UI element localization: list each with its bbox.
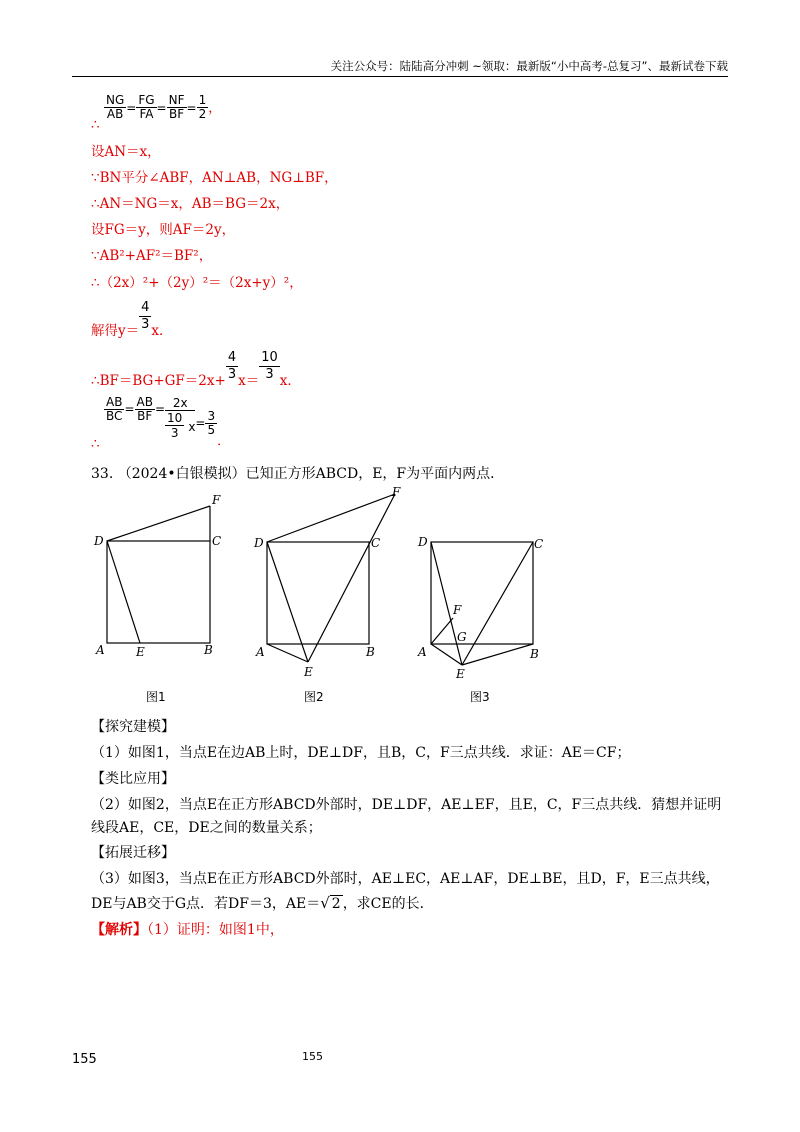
question-3-line-2: DE与AB交于G点．若DF＝3，AE＝√ 2 ，求CE的长．	[91, 894, 434, 912]
analysis-tag: 【解析】	[91, 922, 147, 938]
label-b: B	[366, 645, 375, 659]
label-c: C	[371, 536, 381, 550]
square-abcd	[267, 542, 369, 644]
fraction: $\frac{4}{3}$	[141, 300, 150, 332]
segment-df	[107, 506, 210, 541]
page-number-center: 155	[302, 1050, 323, 1063]
figure-3-caption: 图3	[470, 690, 490, 704]
label-d: D	[94, 534, 104, 548]
segment-df	[267, 494, 395, 542]
label-c: C	[534, 537, 544, 551]
analysis-line: 【解析】（1）证明：如图1中，	[91, 922, 284, 938]
solution-line-4: 设FG＝y，则AF＝2y，	[91, 222, 236, 238]
figure-1-caption: 图1	[146, 690, 166, 704]
figure-1	[92, 494, 242, 666]
solution-line-2: ∵BN平分∠ABF，AN⊥AB，NG⊥BF，	[91, 170, 338, 186]
label-a: A	[256, 645, 265, 659]
section-title-analogy: 【类比应用】	[91, 771, 175, 787]
solution-line-5: ∵AB²+AF²＝BF²，	[91, 248, 213, 264]
ratio-line-1: $\frac{NG}{AB}$ = $\frac{FG}{FA}$ = $\frac{NF}{BF}$ = $\frac{1}{2}$ ，	[106, 93, 222, 121]
segment-af	[431, 618, 453, 644]
segment-de	[107, 541, 140, 643]
section-title-explore: 【探究建模】	[91, 719, 175, 735]
solution-line-3: ∴AN＝NG＝x，AB＝BG＝2x，	[91, 196, 290, 212]
label-a: A	[96, 643, 105, 657]
label-g: G	[457, 630, 467, 644]
question-3-line-1: （3）如图3，当点E在正方形ABCD外部时，AE⊥EC，AE⊥AF，DE⊥BE，且D，F，E三点共线，	[91, 871, 720, 887]
problem-stem: 33. （2024•白银模拟）已知正方形ABCD，E，F为平面内两点．	[91, 466, 505, 482]
therefore-symbol-2: ∴	[91, 436, 100, 452]
solution-line-1: 设AN＝x，	[91, 144, 161, 160]
label-d: D	[418, 535, 428, 549]
figure-2	[250, 484, 410, 680]
label-b: B	[530, 647, 539, 661]
question-2-line-1: （2）如图2，当点E在正方形ABCD外部时，DE⊥DF，AE⊥EF，且E，C，F三点共线．猜想并证明	[91, 797, 722, 813]
label-c: C	[212, 534, 222, 548]
fraction: $\frac{NG}{AB}$	[106, 93, 125, 121]
solution-line-9: $\frac{AB}{BC}$ = $\frac{AB}{BF}$ = 2x $\frac{10}{3}$ $x_=$ $\frac{3}{5}$ $_.$	[106, 395, 231, 449]
page-header: 关注公众号：陆陆高分冲刺 ~领取：最新版“小中高考-总复习”、最新试卷下载	[330, 59, 728, 73]
question-1: （1）如图1，当点E在边AB上时，DE⊥DF，且B，C，F三点共线．求证：AE＝CF；	[91, 745, 631, 761]
label-d: D	[254, 536, 264, 550]
question-2-line-2: 线段AE，CE，DE之间的数量关系；	[91, 820, 322, 836]
section-title-extend: 【拓展迁移】	[91, 845, 175, 861]
label-f: F	[392, 485, 401, 499]
figure-3	[410, 526, 560, 682]
label-b: B	[204, 643, 213, 657]
solution-line-8: $_{\therefore BF=BG+GF=2x+}$ $\frac{4}{3}$ $_{x=}$ $\frac{10}{3}$ $_{x.}$	[91, 350, 301, 389]
fraction: $\frac{4}{3}$	[227, 350, 237, 382]
fraction: $\frac{3}{5}$	[207, 409, 216, 437]
fraction: $\frac{FG}{FA}$	[138, 93, 155, 121]
fraction: $\frac{1}{2}$	[198, 93, 207, 121]
therefore-symbol: ∴	[91, 117, 100, 133]
fraction: $\frac{AB}{BC}$	[106, 395, 123, 423]
label-f: F	[212, 494, 221, 507]
label-e: E	[456, 667, 465, 681]
solution-line-7: $_{解得y=}$ $\frac{4}{3}$ $_{x.}$	[91, 300, 173, 339]
sqrt-symbol: √	[320, 894, 330, 912]
compound-fraction: 2x $\frac{10}{3}$ x	[167, 396, 196, 440]
segment-ae	[267, 644, 308, 662]
label-e: E	[136, 645, 145, 659]
header-divider	[72, 76, 728, 77]
fraction: $\frac{10}{3}$	[261, 350, 278, 382]
label-e: E	[304, 665, 313, 679]
page-number-left: 155	[72, 1052, 97, 1067]
label-a: A	[418, 645, 427, 659]
solution-line-6: ∴（2x）²+（2y）²＝（2x+y）²，	[91, 275, 303, 291]
fraction: $\frac{AB}{BF}$	[136, 395, 153, 423]
square-abcd	[431, 542, 533, 644]
fraction: $\frac{NF}{BF}$	[168, 93, 185, 121]
figure-2-caption: 图2	[304, 690, 324, 704]
label-f: F	[453, 603, 462, 617]
segment-fe	[308, 494, 395, 662]
square-abcd	[107, 541, 210, 643]
